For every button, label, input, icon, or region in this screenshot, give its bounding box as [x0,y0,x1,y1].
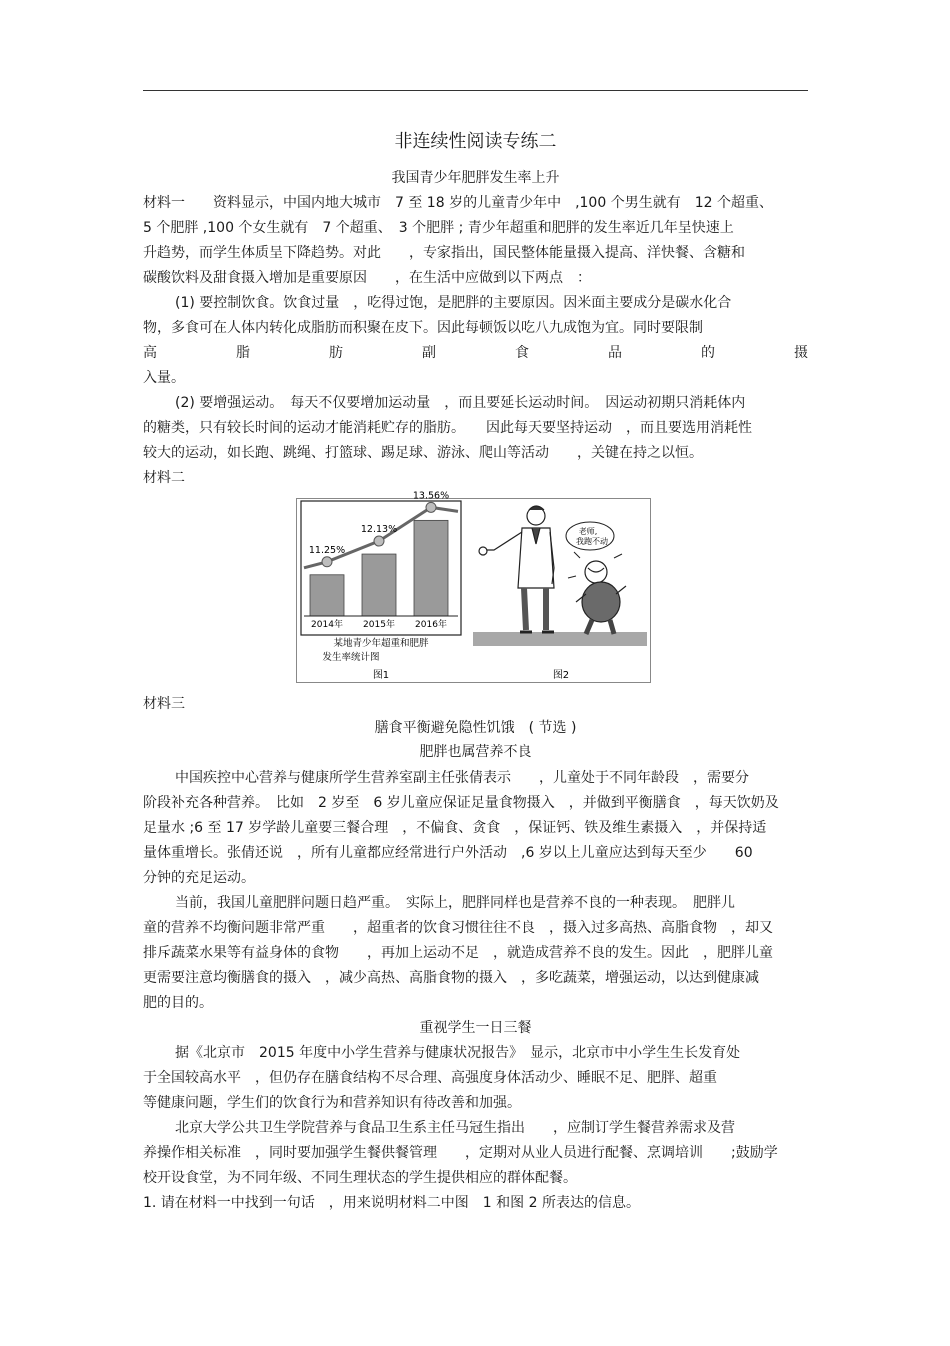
chart-point [426,502,436,512]
material3-line: 据《北京市 2015 年度中小学生营养与健康状况报告》 显示，北京市中小学生生长发育处 [175,1045,741,1061]
speech-bubble-line2: 我跑不动 [576,537,608,546]
chart-data-label: 13.56% [412,490,450,502]
material3-line: 更需要注意均衡膳食的摄入 ，减少高热、高脂食物的摄入 ，多吃蔬菜，增强运动，以达到健康减 [143,970,759,986]
chart-point [374,536,384,546]
spread-char: 副 [422,345,436,361]
spread-char: 食 [515,345,529,361]
material3-label: 材料三 [143,696,185,712]
material3-heading: 膳食平衡避免隐性饥饿 ( 节选 ) [374,720,577,736]
material3-line: 于全国较高水平 ，但仍存在膳食结构不尽合理、高强度身体活动少、睡眠不足、肥胖、超重 [143,1070,717,1086]
cartoon-ground [473,632,647,646]
chart-x-tick-label: 2015年 [363,620,395,630]
spread-char: 脂 [236,345,250,361]
chart-title-line2: 发生率统计图 [322,652,380,663]
material2-label: 材料二 [143,470,185,486]
chart-bar [414,520,448,616]
spread-char: 品 [608,345,622,361]
material1-line: 物，多食可在人体内转化成脂肪而积聚在皮下。因此每顿饭以吃八九成饱为宜。同时要限制 [143,320,703,336]
spread-char: 肪 [329,345,343,361]
material3-line: 阶段补充各种营养。 比如 2 岁至 6 岁儿童应保证足量食物摄入 ，并做到平衡膳食 ，每天饮奶及 [143,795,779,811]
material1-line: 材料一 资料显示，中国内地大城市 7 至 18 岁的儿童青少年中 ,100 个男生就有 12 个超重、 [143,195,773,211]
spread-char: 高 [143,345,157,361]
material1-line: 碳酸饮料及甜食摄入增加是重要原因 ，在生活中应做到以下两点 ： [143,270,591,286]
chart-point [322,557,332,567]
material3-subheading: 肥胖也属营养不良 [419,744,532,760]
spread-char: 的 [701,345,715,361]
material3-line: 中国疾控中心营养与健康所学生营养室副主任张倩表示 ，儿童处于不同年龄段 ，需要分 [175,770,749,786]
material3-line: 量体重增长。张倩还说 ，所有儿童都应经常进行户外活动 ,6 岁以上儿童应达到每天至少 60 [143,845,753,861]
figure2-caption: 图2 [552,670,570,681]
material2-figure-svg [296,490,651,683]
material1-spread-line [143,344,808,362]
question-1: 1. 请在材料一中找到一句话 ，用来说明材料二中图 1 和图 2 所表达的信息。 [143,1195,640,1211]
material1-line: 较大的运动，如长跑、跳绳、打篮球、踢足球、游泳、爬山等活动 ，关键在持之以恒。 [143,445,703,461]
material1-line: 的糖类，只有较长时间的运动才能消耗贮存的脂肪。 因此每天要坚持运动 ，而且要选用消耗性 [143,420,752,436]
material3-subheading: 重视学生一日三餐 [419,1020,532,1036]
chart-bar [310,575,344,616]
chart-title-line1: 某地青少年超重和肥胖 [333,638,429,649]
material3-line: 排斥蔬菜水果等有益身体的食物 ，再加上运动不足 ，就造成营养不良的发生。因此 ，肥胖儿童 [143,945,773,961]
material1-line: 5 个肥胖 ,100 个女生就有 7 个超重、 3 个肥胖 ; 青少年超重和肥胖的发生率近几年呈快速上 [143,220,734,236]
material3-line: 分钟的充足运动。 [143,870,255,886]
chart-x-tick-label: 2014年 [311,620,343,630]
material3-line: 等健康问题，学生们的饮食行为和营养知识有待改善和加强。 [143,1095,521,1111]
material1-line: 升趋势，而学生体质呈下降趋势。对此 ，专家指出，国民整体能量摄入提高、洋快餐、含糖和 [143,245,745,261]
speech-bubble-line1: 老师, [578,527,598,536]
top-rule [143,90,808,91]
material3-line: 校开设食堂，为不同年级、不同生理状态的学生提供相应的群体配餐。 [143,1170,577,1186]
chart-data-label: 11.25% [308,544,346,556]
material1-heading: 我国青少年肥胖发生率上升 [391,170,560,186]
material3-line: 足量水 ;6 至 17 岁学龄儿童要三餐合理 ，不偏食、贪食 ，保证钙、铁及维生素摄入 ，并保持适 [143,820,767,836]
material3-line: 养操作相关标准 ，同时要加强学生餐供餐管理 ，定期对从业人员进行配餐、烹调培训 ;鼓励学 [143,1145,778,1161]
material3-line: 童的营养不均衡问题非常严重 ，超重者的饮食习惯往往不良 ，摄入过多高热、高脂食物 ，却又 [143,920,773,936]
chart-bar [362,554,396,616]
material3-line: 北京大学公共卫生学院营养与食品卫生系主任马冠生指出 ，应制订学生餐营养需求及营 [175,1120,735,1136]
material1-line: 入量。 [143,370,185,386]
figure1-caption: 图1 [372,670,390,681]
material3-line: 当前，我国儿童肥胖问题日趋严重。 实际上，肥胖同样也是营养不良的一种表现。 肥胖儿 [175,895,735,911]
chart-data-label: 12.13% [360,524,398,536]
material3-line: 肥的目的。 [143,995,213,1011]
material1-line: (2) 要增强运动。 每天不仅要增加运动量 ，而且要延长运动时间。 因运动初期只消耗体内 [175,395,746,411]
material1-line: (1) 要控制饮食。饮食过量 ，吃得过饱，是肥胖的主要原因。因米面主要成分是碳水化合 [175,295,732,311]
material2-figure [296,490,651,683]
page-title: 非连续性阅读专练二 [394,131,557,152]
spread-char: 摄 [794,345,808,361]
chart-x-tick-label: 2016年 [415,620,447,630]
